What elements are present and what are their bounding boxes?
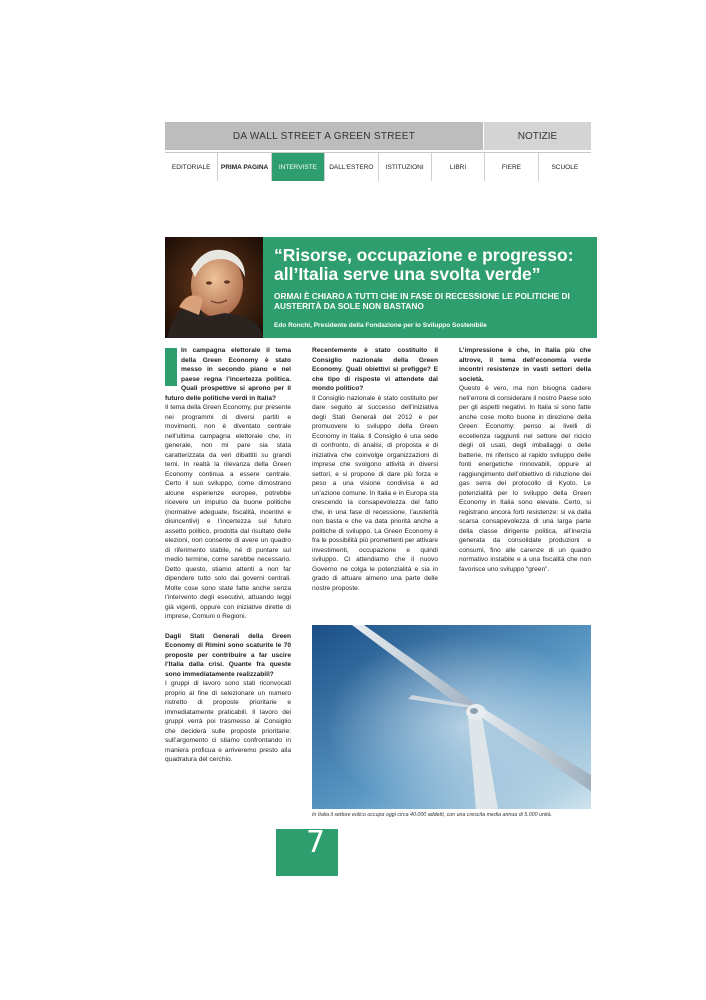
nav-item-libri[interactable]: LIBRI [432,153,485,181]
question-3: Recentemente è stato costituito il Consiglio nazionale della Green Economy. Quali obiettivi si prefigge? E che tipo di risposte vi attendete dal mondo politico? [312,347,438,392]
article-byline: Edo Ronchi, Presidente della Fondazione per lo Sviluppo Sostenibile [274,322,487,329]
text-column-3 [459,346,591,574]
wind-turbine-photo [312,625,591,809]
page-number: 7 [306,825,326,860]
section-nav [165,152,591,181]
text-column-2 [312,346,438,593]
text-column-1 [165,346,291,765]
nav-item-scuole[interactable]: SCUOLE [551,163,579,171]
article-title: “Risorse, occupazione e progresso: all’Italia serve una svolta verde” [274,245,574,284]
question-2: Dagli Stati Generali della Green Economy di Rimini sono scaturite le 70 proposte per contribuire a far uscire l’Italia dalla crisi. Quante fra queste sono immediatamente realizzabili? [165,632,291,678]
page-number-box [276,825,338,876]
nav-item-dallestero[interactable]: DALL'ESTERO [325,153,378,181]
answer-2: I gruppi di lavoro sono stati riconvocati proprio al fine di selezionare un numero ristretto di proposte prioritarie e immediatamente praticabili. Il lavoro dei gruppi verrà poi trasmesso al Consiglio che deciderà sulle proposte prioritarie: sull’argomento ci stiamo confrontando in maniera proficua e arriveremo presto alla quadratura del cerchio. [165,680,291,763]
question-4: L’impressione è che, in Italia più che altrove, il tema dell’economia verde incontri resistenze in vasti settori della società. [459,347,591,383]
answer-1: Il tema della Green Economy, pur presente nei programmi di diversi partiti e movimenti, non è diventato centrale nell’ultima campagna elettorale che, in generale, non mi pare sia stata caratterizzata da veri dibattiti su grandi temi. In realtà la rilevanza della Green Economy continua a essere centrale. Certo il suo sviluppo, come dimostrano alcune esperienze europee, potrebbe ricevere un impulso da buone politiche (normative adeguate, fiscalità, incentivi e disincentivi) e l’incertezza sul futuro assetto politico, prodotta dal risultato delle elezioni, non consente di avere un quadro di riferimento stabile, né di puntare sul medio termine, come sarebbe necessario. Detto questo, stiamo attenti a non far dipendere tutto solo dai governi centrali. Molte cose sono state fatte anche senza l’intervento degli esecutivi, attuando leggi già vigenti, oppure con iniziative dirette di imprese, Comuni o Regioni. [165,404,291,620]
photo-caption: In Italia il settore eolico occupa oggi circa 40.000 addetti, con una crescita media annua di 5.000 unità. [312,812,552,818]
nav-item-fiere[interactable]: FIERE [485,153,538,181]
nav-item-istituzioni[interactable]: ISTITUZIONI [379,153,432,181]
nav-item-interviste[interactable]: INTERVISTE [272,153,325,181]
answer-3: Il Consiglio nazionale è stato costituito per dare seguito al successo dell’iniziativa degli Stati Generali del 2012 e per promuovere lo sviluppo della Green Economy in Italia. Il Consiglio è una sede di confronto, di analisi, di proposta e di iniziativa che coinvolge organizzazioni di imprese che svolgono attività in diversi settori, e si propone di dare più forza e peso a una visione condivisa e ad un’azione comune. In Italia e in Europa sta crescendo la consapevolezza del fatto che, in una fase di recessione, l’austerità non basta e che va data priorità anche a politiche di sviluppo. La Green Economy è fra le possibilità più promettenti per attivare investimenti, occupazione e quindi sviluppo. Ci attendiamo che il nuovo Governo ne colga le potenzialità e sia in grado di attuare almeno una parte delle nostre proposte. [312,394,438,592]
question-1: In campagna elettorale il tema della Green Economy è stato messo in secondo piano e nel paese regna l’incertezza politica. Quali prospettive si aprono per il futuro delle politiche verdi in Italia? [165,347,291,402]
answer-4: Questo è vero, ma non bisogna cadere nell’errore di considerare il nostro Paese solo per gli aspetti negativi. In Italia si sono fatte anche cose molto buone in direzione della Green Economy: penso ai livelli di eccellenza raggiunti nel settore del riciclo degli oli usati, degli imballaggi o delle batterie, mi riferisco al rapido sviluppo delle fonti energetiche rinnovabili, oppure al raggiungimento dell’obiettivo di riduzione dei gas serra del protocollo di Kyoto. Le potenzialità per lo sviluppo della Green Economy in Italia sono elevate. Certo, si registrano ancora forti resistenze: si va dalla scarsa consapevolezza di una larga parte della classe dirigente politica, all’inerzia generata da consolidate produzioni e consumi, fino alle carenze di un quadro normativo instabile e a una fiscalità che non favorisce uno sviluppo “green”. [459,385,591,573]
section-header: DA WALL STREET A GREEN STREET [165,122,483,150]
nav-item-prima-pagina[interactable]: PRIMA PAGINA [218,153,271,181]
category-header: NOTIZIE [484,122,591,150]
article-subtitle: ORMAI È CHIARO A TUTTI CHE IN FASE DI RECESSIONE LE POLITICHE DI AUSTERITÀ DA SOLE NON BASTANO [274,291,570,311]
dropcap-bar [165,348,177,386]
portrait-photo [165,237,263,338]
nav-item-editoriale[interactable]: EDITORIALE [165,153,218,181]
